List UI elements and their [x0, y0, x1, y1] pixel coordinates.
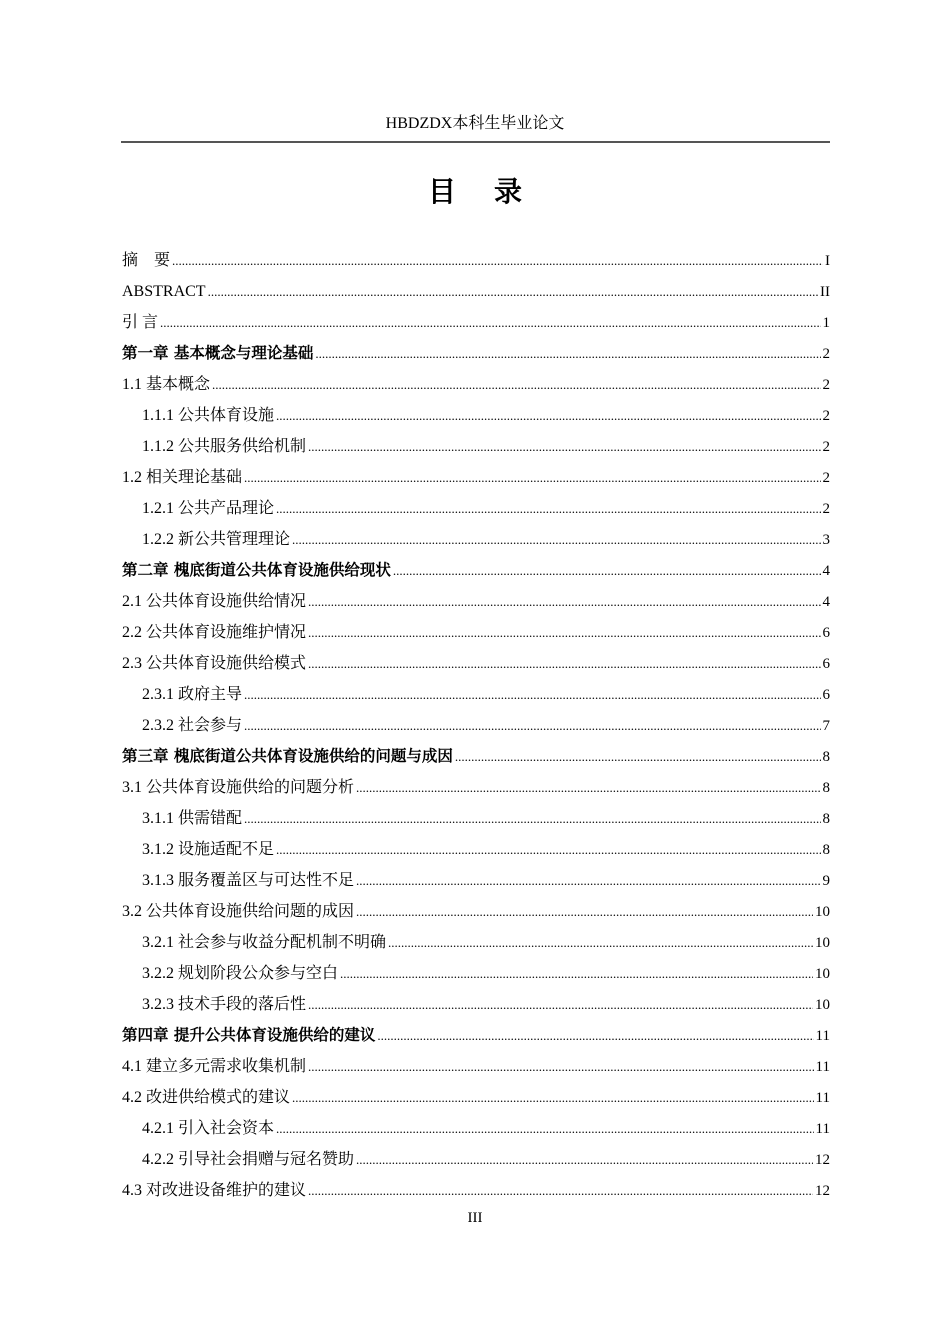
- toc-leader-dots: [356, 896, 813, 927]
- toc-entry-label: 第三章 槐底街道公共体育设施供给的问题与成因: [122, 747, 453, 765]
- toc-entry-page: 4: [822, 594, 830, 610]
- toc-entry-page: 2: [822, 501, 830, 517]
- toc-entry-label: 4.2 改进供给模式的建议: [122, 1089, 291, 1106]
- toc-entry[interactable]: [122, 1020, 830, 1051]
- toc-entry-page: 10: [815, 997, 830, 1013]
- toc-leader-dots: [308, 1051, 814, 1082]
- toc-leader-dots: [244, 803, 820, 834]
- toc-leader-dots: [340, 958, 813, 989]
- header-rule: [121, 141, 830, 143]
- running-header: HBDZDX本科生毕业论文: [385, 115, 565, 132]
- toc-entry-label: 2.3.2 社会参与: [142, 717, 243, 734]
- toc-leader-dots: [276, 1113, 814, 1144]
- toc-entry-label: 2.3.1 政府主导: [142, 686, 243, 703]
- toc-entry-page: 6: [822, 687, 830, 703]
- toc-entry[interactable]: [122, 555, 830, 586]
- toc-entry-label: 4.2.1 引入社会资本: [142, 1120, 275, 1137]
- toc-entry-page: 3: [822, 532, 830, 548]
- toc-leader-dots: [276, 493, 820, 524]
- toc-entry[interactable]: [122, 803, 830, 834]
- toc-entry[interactable]: [122, 524, 830, 555]
- toc-entry-label: 第一章 基本概念与理论基础: [122, 344, 314, 362]
- toc-entry[interactable]: [122, 431, 830, 462]
- toc-entry-label: 3.1.2 设施适配不足: [142, 841, 275, 858]
- toc-leader-dots: [315, 338, 820, 369]
- toc-entry[interactable]: [122, 400, 830, 431]
- toc-leader-dots: [244, 462, 820, 493]
- toc-entry[interactable]: [122, 865, 830, 896]
- toc-entry-label: 4.2.2 引导社会捐赠与冠名赞助: [142, 1151, 355, 1168]
- toc-title-part2: 录: [494, 175, 523, 208]
- toc-entry-page: 11: [815, 1028, 830, 1044]
- toc-entry-label: 1.1.1 公共体育设施: [142, 407, 275, 424]
- toc-entry-label: 3.2.1 社会参与收益分配机制不明确: [142, 934, 387, 951]
- toc-entry-page: 10: [815, 904, 830, 920]
- toc-entry-page: 6: [822, 656, 830, 672]
- toc-entry-label: 2.3 公共体育设施供给模式: [122, 655, 307, 672]
- toc-leader-dots: [388, 927, 813, 958]
- toc-entry-label: 引 言: [122, 314, 159, 331]
- toc-leader-dots: [160, 307, 820, 338]
- toc-entry-page: 8: [822, 811, 830, 827]
- toc-leader-dots: [356, 865, 820, 896]
- toc-entry-label: 第四章 提升公共体育设施供给的建议: [122, 1026, 376, 1044]
- toc-entry[interactable]: [122, 493, 830, 524]
- toc-leader-dots: [377, 1020, 813, 1051]
- toc-leader-dots: [308, 617, 820, 648]
- toc-entry-label: 3.1 公共体育设施供给的问题分析: [122, 779, 355, 796]
- toc-entry-label: 摘 要: [122, 252, 171, 269]
- toc-entry[interactable]: [122, 989, 830, 1020]
- toc-entry-page: 11: [815, 1059, 830, 1075]
- toc-entry-page: 9: [822, 873, 830, 889]
- toc-entry-label: 第二章 槐底街道公共体育设施供给现状: [122, 561, 391, 579]
- toc-entry[interactable]: [122, 1113, 830, 1144]
- toc-entry[interactable]: [122, 958, 830, 989]
- toc-entry[interactable]: [122, 834, 830, 865]
- toc-entry-label: 3.2 公共体育设施供给问题的成因: [122, 903, 355, 920]
- toc-entry[interactable]: [122, 648, 830, 679]
- toc-entry-label: 1.1.2 公共服务供给机制: [142, 438, 307, 455]
- toc-leader-dots: [276, 834, 820, 865]
- toc-leader-dots: [244, 710, 820, 741]
- toc-leader-dots: [208, 276, 818, 307]
- toc-entry-page: 11: [815, 1090, 830, 1106]
- page-number: III: [467, 1210, 483, 1226]
- toc-entry-label: 4.3 对改进设备维护的建议: [122, 1182, 307, 1199]
- toc-entry-label: 3.2.3 技术手段的落后性: [142, 996, 307, 1013]
- toc-leader-dots: [308, 1175, 813, 1206]
- toc-entry-label: 1.2 相关理论基础: [122, 469, 243, 486]
- toc-entry[interactable]: [122, 772, 830, 803]
- toc-entry-page: 1: [822, 315, 830, 331]
- toc-entry[interactable]: [122, 1082, 830, 1113]
- toc-leader-dots: [356, 1144, 813, 1175]
- toc-entry-page: 10: [815, 966, 830, 982]
- toc-entry[interactable]: [122, 369, 830, 400]
- toc-entry-page: 2: [822, 470, 830, 486]
- toc-entry-label: 3.1.1 供需错配: [142, 810, 243, 827]
- toc-leader-dots: [308, 648, 820, 679]
- toc-entry[interactable]: [122, 1051, 830, 1082]
- toc-entry-page: 8: [822, 842, 830, 858]
- toc-leader-dots: [276, 400, 820, 431]
- toc-entry-page: II: [820, 284, 830, 300]
- toc-entry[interactable]: [122, 1175, 830, 1206]
- toc-entry[interactable]: [122, 741, 830, 772]
- toc-leader-dots: [308, 586, 820, 617]
- toc-entry[interactable]: [122, 307, 830, 338]
- toc-leader-dots: [393, 555, 821, 586]
- toc-entry-page: 4: [822, 563, 830, 579]
- toc-entry-page: 11: [815, 1121, 830, 1137]
- toc-entry-page: 2: [822, 377, 830, 393]
- toc-entry[interactable]: [122, 710, 830, 741]
- toc-entry-page: 6: [822, 625, 830, 641]
- toc-entry[interactable]: [122, 617, 830, 648]
- toc-entry[interactable]: [122, 1144, 830, 1175]
- toc-entry-label: 4.1 建立多元需求收集机制: [122, 1058, 307, 1075]
- toc-entry-label: 1.1 基本概念: [122, 376, 211, 393]
- toc-entry-page: 12: [815, 1152, 830, 1168]
- toc-entry-label: 1.2.1 公共产品理论: [142, 500, 275, 517]
- toc-leader-dots: [292, 524, 820, 555]
- toc-entry-label: ABSTRACT: [122, 283, 206, 300]
- toc-leader-dots: [244, 679, 820, 710]
- toc-entry-page: 2: [822, 408, 830, 424]
- toc-entry-label: 1.2.2 新公共管理理论: [142, 531, 291, 548]
- toc-entry-page: 8: [822, 749, 830, 765]
- toc-entry[interactable]: [122, 462, 830, 493]
- toc-leader-dots: [455, 741, 821, 772]
- table-of-contents: [122, 245, 830, 1206]
- toc-entry-page: 2: [822, 346, 830, 362]
- toc-leader-dots: [308, 989, 813, 1020]
- toc-entry[interactable]: [122, 586, 830, 617]
- toc-entry-page: 7: [822, 718, 830, 734]
- toc-leader-dots: [292, 1082, 814, 1113]
- toc-title-part1: 目: [427, 175, 456, 208]
- toc-entry-label: 2.2 公共体育设施维护情况: [122, 624, 307, 641]
- toc-leader-dots: [212, 369, 820, 400]
- toc-entry-label: 3.1.3 服务覆盖区与可达性不足: [142, 872, 355, 889]
- toc-leader-dots: [308, 431, 820, 462]
- toc-entry[interactable]: [122, 927, 830, 958]
- toc-entry[interactable]: [122, 276, 830, 307]
- toc-leader-dots: [356, 772, 820, 803]
- toc-entry-page: 8: [822, 780, 830, 796]
- toc-entry-page: 2: [822, 439, 830, 455]
- toc-entry-label: 2.1 公共体育设施供给情况: [122, 593, 307, 610]
- toc-entry[interactable]: [122, 338, 830, 369]
- toc-entry[interactable]: [122, 679, 830, 710]
- toc-entry-page: I: [825, 253, 830, 269]
- toc-entry-label: 3.2.2 规划阶段公众参与空白: [142, 965, 339, 982]
- toc-title: [0, 172, 950, 212]
- toc-entry-page: 12: [815, 1183, 830, 1199]
- toc-entry-page: 10: [815, 935, 830, 951]
- toc-entry[interactable]: [122, 245, 830, 276]
- toc-leader-dots: [172, 245, 823, 276]
- toc-entry[interactable]: [122, 896, 830, 927]
